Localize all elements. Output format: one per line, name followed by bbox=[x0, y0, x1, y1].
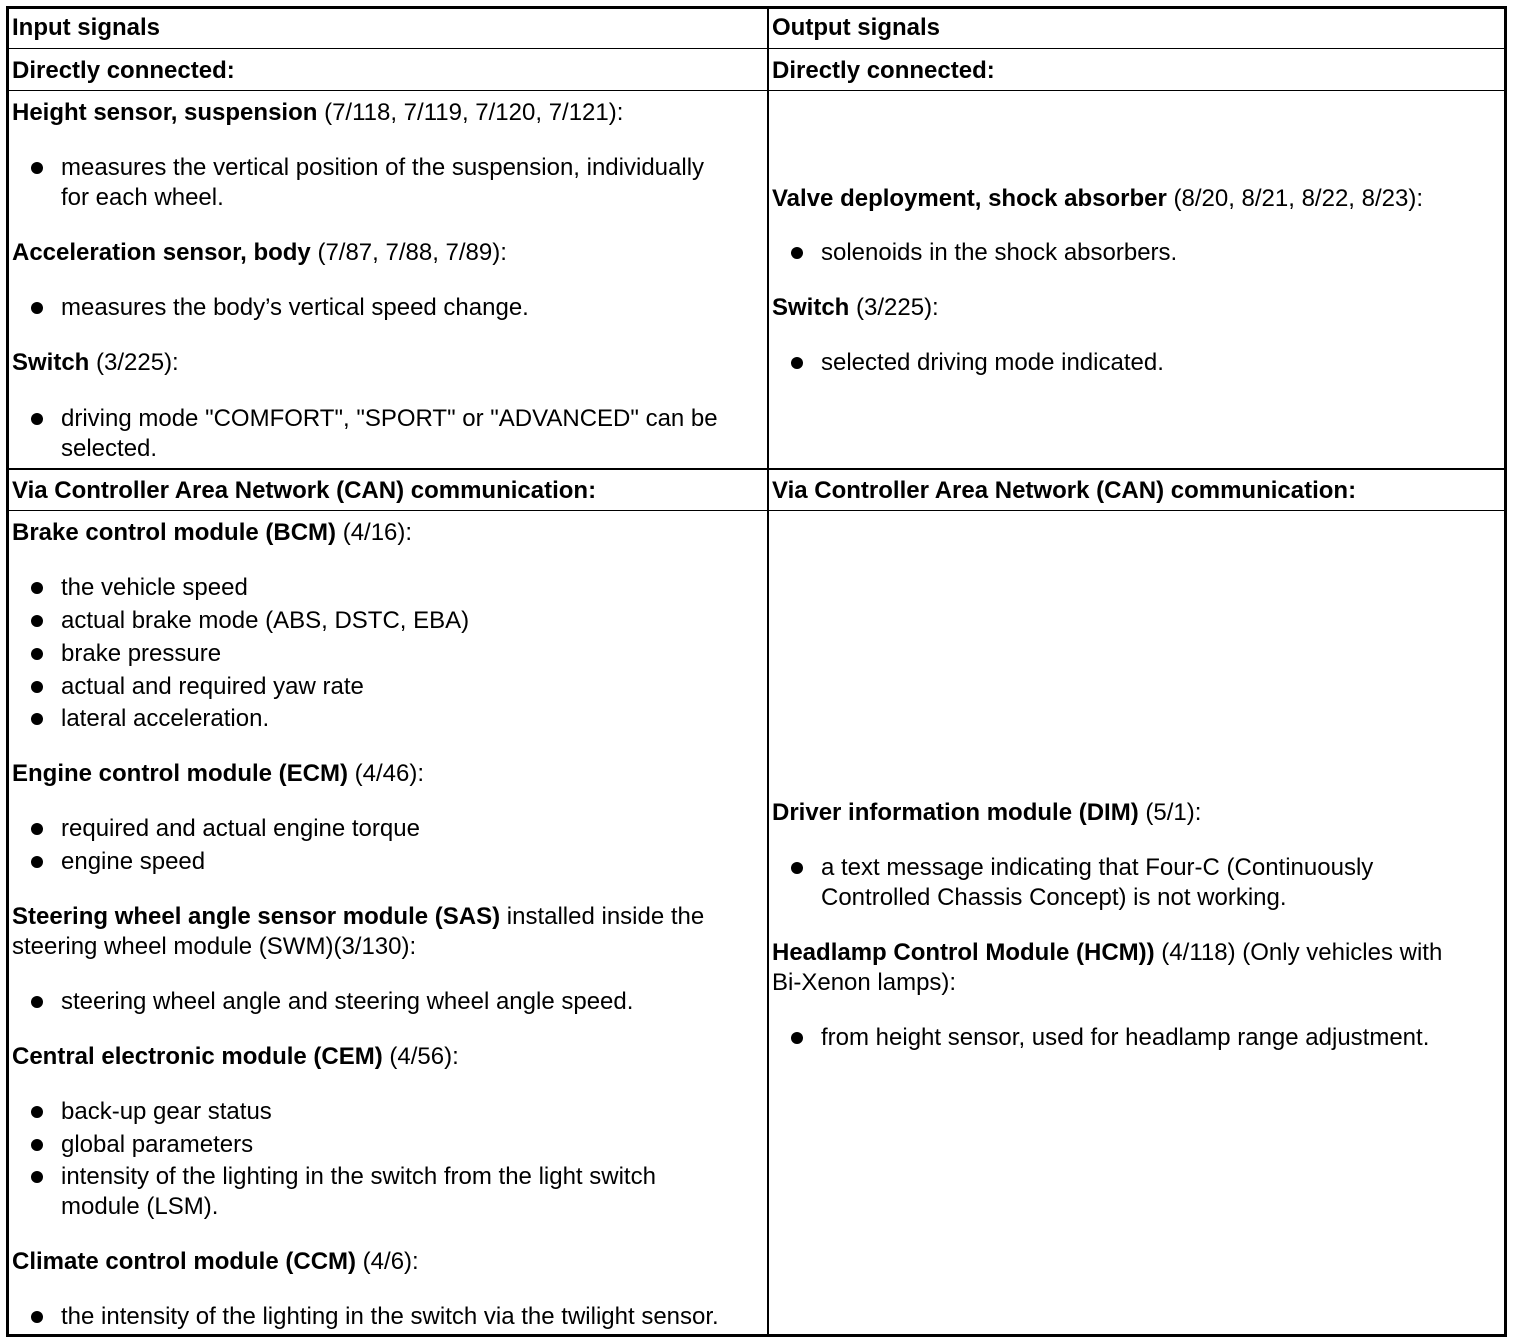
row-divider bbox=[9, 468, 1504, 470]
bullet-icon bbox=[31, 615, 43, 627]
column-divider bbox=[767, 9, 769, 1334]
bullet-icon bbox=[31, 162, 43, 174]
sas-heading: Steering wheel angle sensor module (SAS) installed inside the bbox=[12, 903, 705, 930]
list-item: the intensity of the lighting in the switch via the twilight sensor. bbox=[61, 1303, 719, 1330]
bullet-icon bbox=[31, 856, 43, 868]
bullet-icon bbox=[31, 1311, 43, 1323]
height-sensor-heading: Height sensor, suspension (7/118, 7/119, 7/120, 7/121): bbox=[12, 99, 624, 126]
signals-table bbox=[6, 6, 1507, 1337]
acceleration-sensor-heading: Acceleration sensor, body (7/87, 7/88, 7/89): bbox=[12, 239, 507, 266]
bullet-icon bbox=[791, 357, 803, 369]
input-can-label: Via Controller Area Network (CAN) communication: bbox=[12, 477, 597, 504]
bullet-icon bbox=[31, 648, 43, 660]
list-item: solenoids in the shock absorbers. bbox=[821, 239, 1178, 266]
switch-input-heading: Switch (3/225): bbox=[12, 349, 179, 376]
valve-deployment-heading: Valve deployment, shock absorber (8/20, 8/21, 8/22, 8/23): bbox=[772, 185, 1423, 212]
row-divider bbox=[9, 90, 1504, 91]
bullet-icon bbox=[31, 1139, 43, 1151]
switch-output-heading: Switch (3/225): bbox=[772, 294, 939, 321]
bullet-icon bbox=[31, 302, 43, 314]
row-divider bbox=[9, 48, 1504, 49]
list-item: lateral acceleration. bbox=[61, 705, 270, 732]
list-item: selected driving mode indicated. bbox=[821, 349, 1164, 376]
bullet-icon bbox=[31, 823, 43, 835]
output-direct-label: Directly connected: bbox=[772, 57, 995, 84]
list-item: measures the body’s vertical speed change. bbox=[61, 294, 529, 321]
bullet-icon bbox=[31, 681, 43, 693]
bullet-icon bbox=[31, 1106, 43, 1118]
bullet-icon bbox=[791, 862, 803, 874]
list-item: engine speed bbox=[61, 848, 206, 875]
list-item: module (LSM). bbox=[61, 1193, 219, 1220]
input-signals-header: Input signals bbox=[12, 14, 161, 41]
sas-heading-line2: steering wheel module (SWM)(3/130): bbox=[12, 933, 417, 960]
list-item: brake pressure bbox=[61, 640, 222, 667]
dim-heading: Driver information module (DIM) (5/1): bbox=[772, 799, 1202, 826]
hcm-heading-line2: Bi-Xenon lamps): bbox=[772, 969, 957, 996]
input-direct-label: Directly connected: bbox=[12, 57, 235, 84]
bullet-icon bbox=[31, 713, 43, 725]
cem-heading: Central electronic module (CEM) (4/56): bbox=[12, 1043, 459, 1070]
list-item: steering wheel angle and steering wheel angle speed. bbox=[61, 988, 634, 1015]
output-can-label: Via Controller Area Network (CAN) communication: bbox=[772, 477, 1357, 504]
bcm-heading: Brake control module (BCM) (4/16): bbox=[12, 519, 413, 546]
list-item: driving mode "COMFORT", "SPORT" or "ADVANCED" can be bbox=[61, 405, 718, 432]
bullet-icon bbox=[791, 247, 803, 259]
list-item: back-up gear status bbox=[61, 1098, 272, 1125]
bullet-icon bbox=[31, 413, 43, 425]
list-item: from height sensor, used for headlamp range adjustment. bbox=[821, 1024, 1430, 1051]
hcm-heading: Headlamp Control Module (HCM)) (4/118) (Only vehicles with bbox=[772, 939, 1443, 966]
list-item: for each wheel. bbox=[61, 184, 224, 211]
list-item: measures the vertical position of the suspension, individually bbox=[61, 154, 705, 181]
list-item: intensity of the lighting in the switch from the light switch bbox=[61, 1163, 656, 1190]
list-item: required and actual engine torque bbox=[61, 815, 420, 842]
list-item: selected. bbox=[61, 435, 158, 462]
ccm-heading: Climate control module (CCM) (4/6): bbox=[12, 1248, 419, 1275]
list-item: a text message indicating that Four-C (Continuously bbox=[821, 854, 1374, 881]
list-item: actual brake mode (ABS, DSTC, EBA) bbox=[61, 607, 470, 634]
bullet-icon bbox=[31, 582, 43, 594]
list-item: global parameters bbox=[61, 1131, 254, 1158]
bullet-icon bbox=[791, 1032, 803, 1044]
list-item: Controlled Chassis Concept) is not working. bbox=[821, 884, 1287, 911]
list-item: the vehicle speed bbox=[61, 574, 248, 601]
list-item: actual and required yaw rate bbox=[61, 673, 364, 700]
ecm-heading: Engine control module (ECM) (4/46): bbox=[12, 760, 425, 787]
output-signals-header: Output signals bbox=[772, 14, 940, 41]
bullet-icon bbox=[31, 1171, 43, 1183]
bullet-icon bbox=[31, 996, 43, 1008]
row-divider bbox=[9, 510, 1504, 511]
